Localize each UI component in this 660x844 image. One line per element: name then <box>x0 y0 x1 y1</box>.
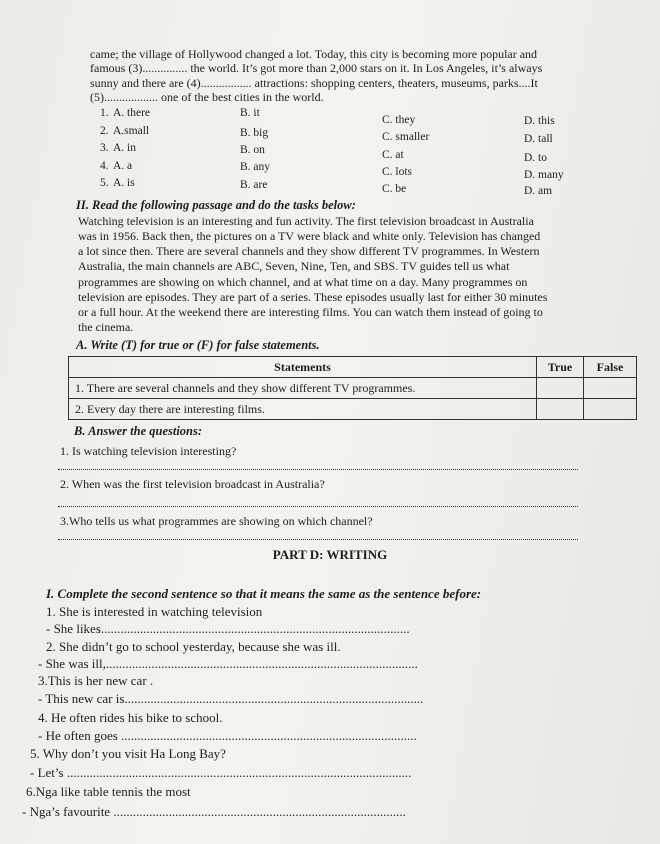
answer-line[interactable] <box>58 469 578 470</box>
mcq-option-d: D. tall <box>524 133 553 145</box>
passage-line: a lot since then. There are several channels and they show different TV programmes. In Western <box>78 244 540 258</box>
section-heading: II. Read the following passage and do the tasks below: <box>76 198 356 212</box>
passage-line: programmes are showing on which channel, and at what time on a day. Many programmes on <box>78 275 528 289</box>
mcq-option-a: A. a <box>113 160 133 172</box>
mcq-option-d: D. many <box>524 169 564 181</box>
mcq-option-b: B. any <box>240 161 271 173</box>
mcq-option-b: B. it <box>240 107 260 119</box>
statement-cell: 1. There are several channels and they show different TV programmes. <box>69 378 537 399</box>
mcq-option-a: A. there <box>113 107 151 119</box>
passage-line: the cinema. <box>78 320 134 334</box>
mcq-option-a: A.small <box>113 125 150 137</box>
mcq-option-c: C. lots <box>382 166 413 178</box>
answer-line[interactable] <box>58 539 578 540</box>
mcq-option-a: A. in <box>113 142 136 154</box>
true-false-table <box>68 356 637 420</box>
part-d-title: PART D: WRITING <box>272 547 388 562</box>
passage-line: came; the village of Hollywood changed a lot. Today, this city is becoming more popular and <box>90 47 538 61</box>
statements-header: Statements <box>69 357 537 378</box>
writing-question: 1. She is interested in watching television <box>46 604 263 619</box>
question-text: 2. When was the first television broadcast in Australia? <box>60 477 325 491</box>
true-answer-cell[interactable] <box>537 378 584 399</box>
mcq-option-c: C. they <box>382 114 416 126</box>
question-text: 1. Is watching television interesting? <box>60 444 237 458</box>
question-text: 3.Who tells us what programmes are showing on which channel? <box>60 514 373 528</box>
mcq-option-a: 2. <box>100 125 109 137</box>
mcq-option-d: D. this <box>524 115 555 127</box>
passage-line: or a full hour. At the weekend there are interesting films. You can watch them instead of going to <box>78 305 543 319</box>
writing-answer-line[interactable]: - Nga’s favourite .......................................................................................... <box>22 804 406 819</box>
passage-line: sunny and there are (4)................. attractions: shopping centers, theaters, museums, parks....It <box>90 76 538 90</box>
statement-cell: 2. Every day there are interesting films. <box>69 399 537 420</box>
writing-question: 2. She didn’t go to school yesterday, because she was ill. <box>46 639 341 654</box>
writing-answer-line[interactable]: - She likes............................................................................................... <box>46 621 410 636</box>
false-answer-cell[interactable] <box>584 399 637 420</box>
passage-line: (5).................. one of the best cities in the world. <box>90 90 324 104</box>
passage-line: was in 1956. Back then, the pictures on a TV were black and white only. Television has changed <box>78 229 541 243</box>
true-answer-cell[interactable] <box>537 399 584 420</box>
writing-answer-line[interactable]: - Let’s .......................................................................................................... <box>30 765 412 780</box>
passage-line: television are episodes. They are part of a series. These episodes usually last for either 30 minutes <box>78 290 548 304</box>
mcq-option-a: A. is <box>113 177 135 189</box>
table-row <box>69 378 637 399</box>
mcq-option-d: D. to <box>524 152 547 164</box>
table-row <box>69 399 637 420</box>
writing-answer-line[interactable]: - This new car is............................................................................................ <box>38 691 424 706</box>
writing-answer-line[interactable]: - He often goes ........................................................................................... <box>38 728 417 743</box>
writing-question: 6.Nga like table tennis the most <box>26 784 191 799</box>
mcq-option-b: B. are <box>240 179 268 191</box>
writing-question: 5. Why don’t you visit Ha Long Bay? <box>30 746 226 761</box>
task-a-heading: A. Write (T) for true or (F) for false statements. <box>76 338 320 352</box>
false-header: False <box>584 357 637 378</box>
true-header: True <box>537 357 584 378</box>
mcq-option-c: C. smaller <box>382 131 430 143</box>
false-answer-cell[interactable] <box>584 378 637 399</box>
writing-question: 3.This is her new car . <box>38 673 154 688</box>
mcq-option-b: B. big <box>240 127 269 139</box>
writing-answer-line[interactable]: - She was ill,................................................................................................ <box>38 656 418 671</box>
task-b-heading: B. Answer the questions: <box>74 424 203 438</box>
mcq-option-c: C. be <box>382 183 407 195</box>
mcq-option-c: C. at <box>382 149 404 161</box>
passage-line: famous (3)............... the world. It’s got more than 2,000 stars on it. In Los Angeles, it’s always <box>90 61 543 75</box>
mcq-option-a: 3. <box>100 142 109 154</box>
mcq-option-a: 4. <box>100 160 109 172</box>
mcq-option-d: D. am <box>524 185 553 197</box>
passage-line: Watching television is an interesting and fun activity. The first television broadcast in Australia <box>78 214 534 228</box>
table-header-row <box>69 357 637 378</box>
writing-heading: I. Complete the second sentence so that it means the same as the sentence before: <box>46 586 482 601</box>
writing-question: 4. He often rides his bike to school. <box>38 710 223 725</box>
mcq-option-a: 5. <box>100 177 109 189</box>
mcq-option-a: 1. <box>100 107 109 119</box>
answer-line[interactable] <box>58 506 578 507</box>
passage-line: Australia, the main channels are ABC, Seven, Nine, Ten, and SBS. TV guides tell us what <box>78 259 510 273</box>
mcq-option-b: B. on <box>240 144 265 156</box>
